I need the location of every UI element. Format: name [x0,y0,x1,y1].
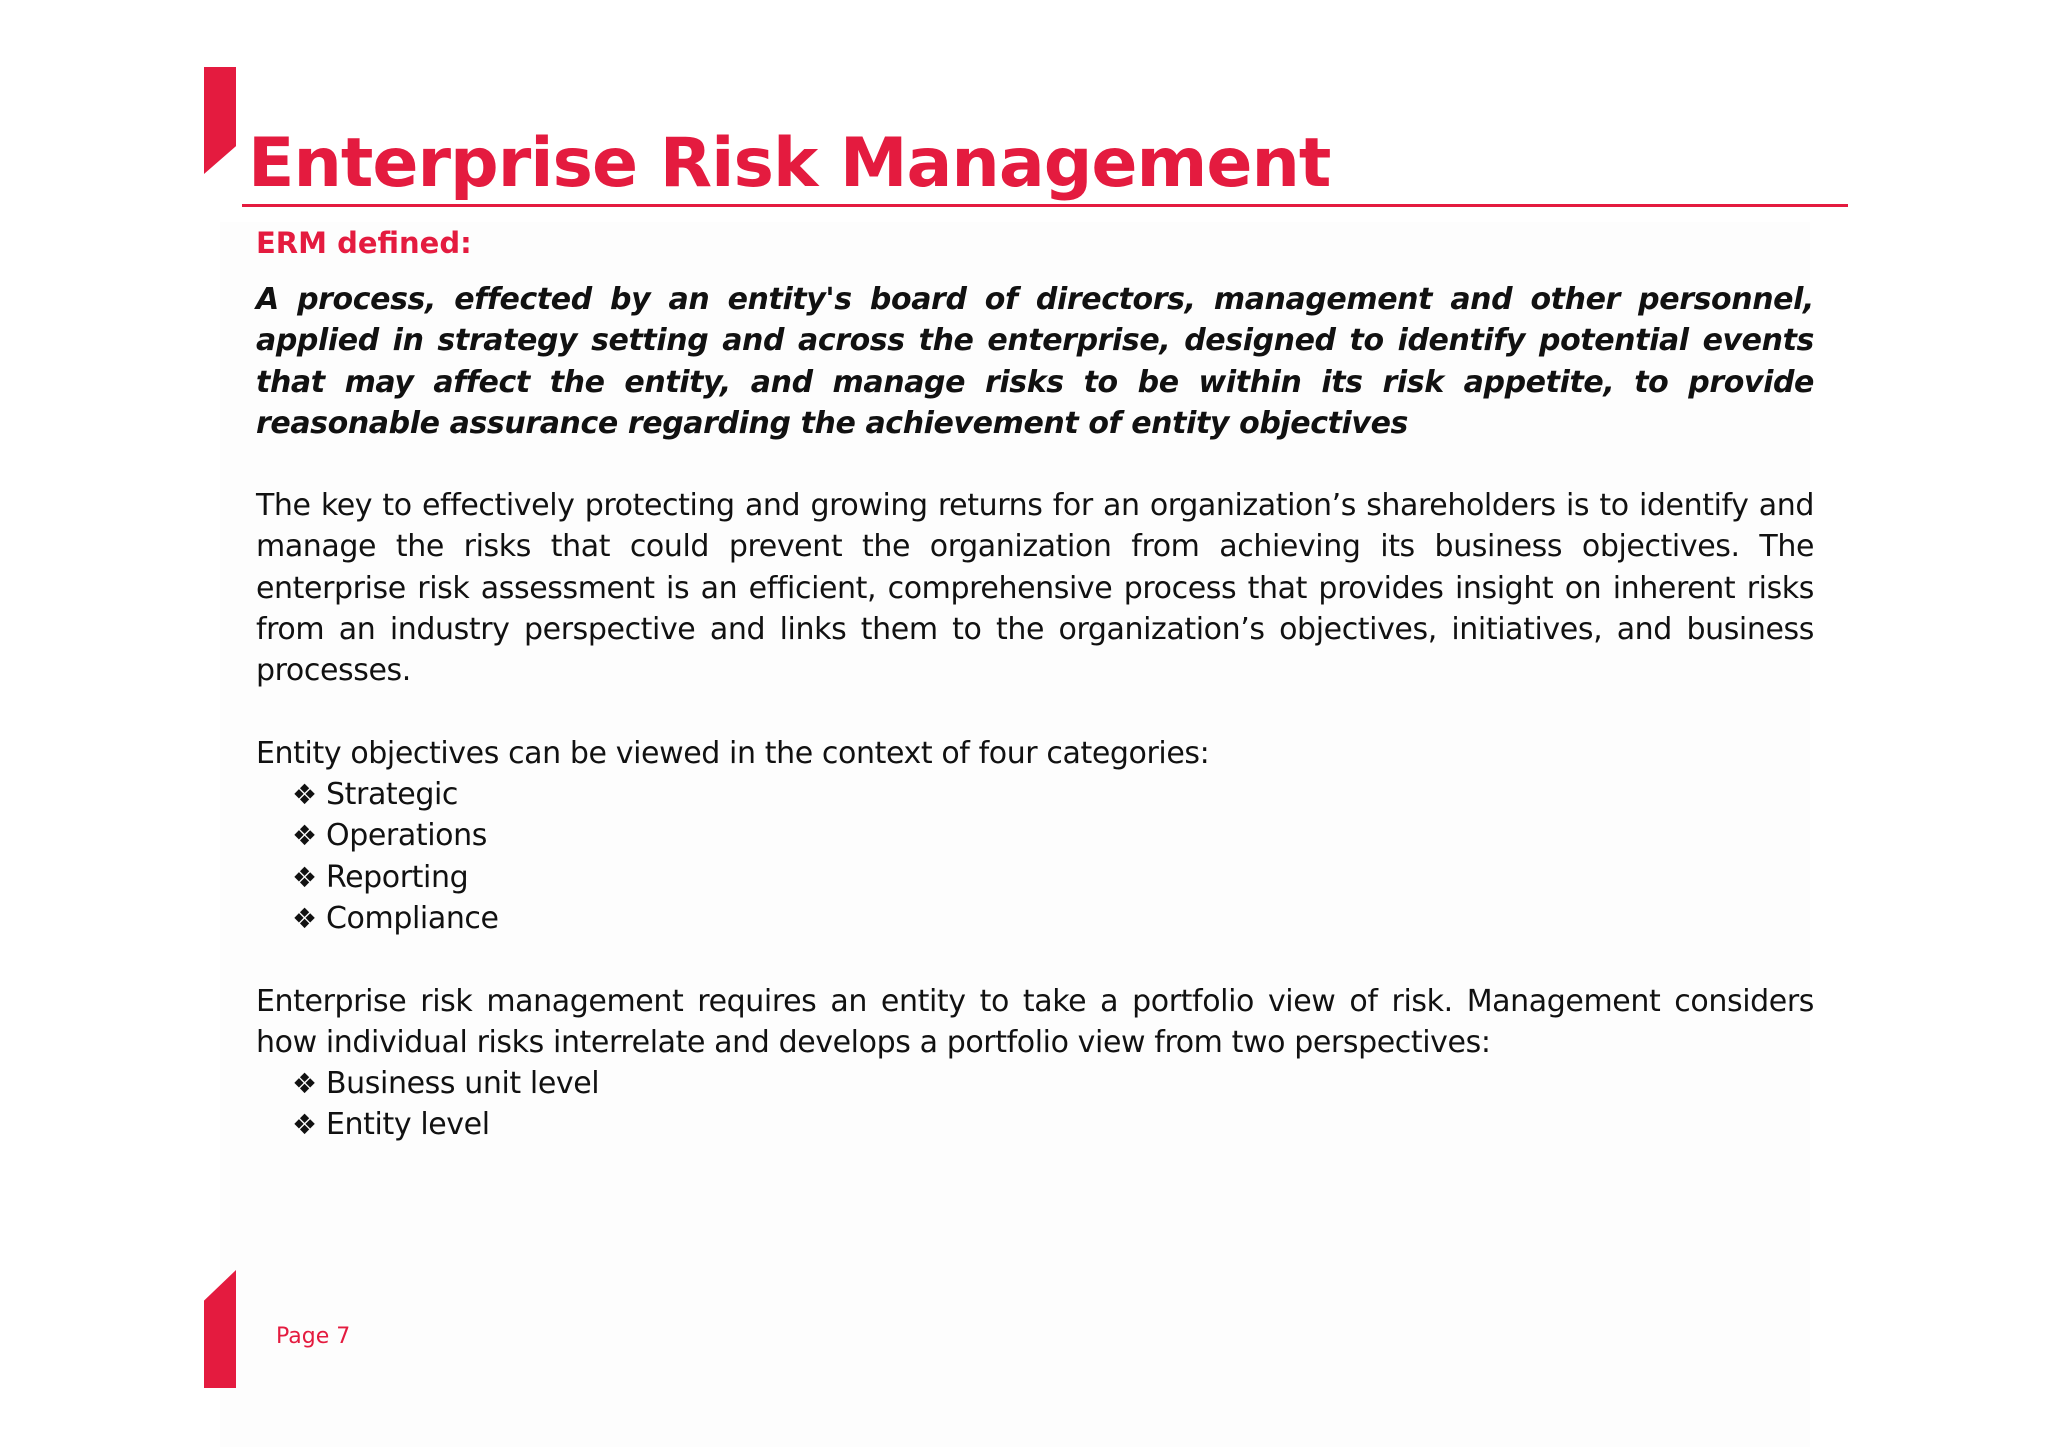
perspectives-list [292,1063,599,1146]
list-item-label: Entity level [326,1107,490,1143]
list-item [292,1063,599,1104]
paragraph-objective-categories: Entity objectives can be viewed in the context of four categories: [256,736,1210,771]
diamond-bullet-icon: ❖ [292,1108,317,1142]
list-item [292,815,499,856]
red-accent-bar-bottom [204,1270,236,1388]
page-number: Page 7 [276,1324,351,1349]
diamond-bullet-icon: ❖ [292,901,317,935]
list-item [292,774,499,815]
list-item [292,1104,599,1145]
list-item-label: Business unit level [326,1066,600,1101]
diamond-bullet-icon: ❖ [292,860,317,894]
list-item [292,898,499,939]
objective-categories-list [292,774,499,939]
list-item-label: Compliance [326,900,499,936]
diamond-bullet-icon: ❖ [292,819,317,853]
diamond-bullet-icon: ❖ [292,1067,317,1100]
red-accent-bar-top [204,67,236,174]
title-underline-rule [242,204,1848,207]
diamond-bullet-icon: ❖ [292,778,317,811]
list-item-label: Reporting [326,859,469,895]
list-item-label: Strategic [326,777,459,812]
paragraph-portfolio-view: Enterprise risk management requires an entity to take a portfolio view of risk. Management considers how individual risks interrelate and develops a portfolio view from two perspectives: [256,984,1814,1061]
subtitle-erm-defined: ERM defined: [256,226,472,260]
erm-definition: A process, effected by an entity's board of directors, management and other personnel, applied in strategy setting and across the enterprise, designed to identify potential events that may affect the entity, and manage risks to be within its risk appetite, to provide reasonable assurance regarding the achievement of entity objectives [256,282,1814,441]
list-item-label: Operations [326,818,487,854]
list-item [292,857,499,898]
slide-title: Enterprise Risk Management [248,124,1331,203]
paragraph-key-to-returns: The key to effectively protecting and growing returns for an organization’s shareholders is to identify and manage the risks that could prevent the organization from achieving its business objectives. The enterprise risk assessment is an efficient, comprehensive process that provides insight on inherent risks from an industry perspective and links them to the organization’s objectives, initiatives, and business processes. [256,488,1814,689]
